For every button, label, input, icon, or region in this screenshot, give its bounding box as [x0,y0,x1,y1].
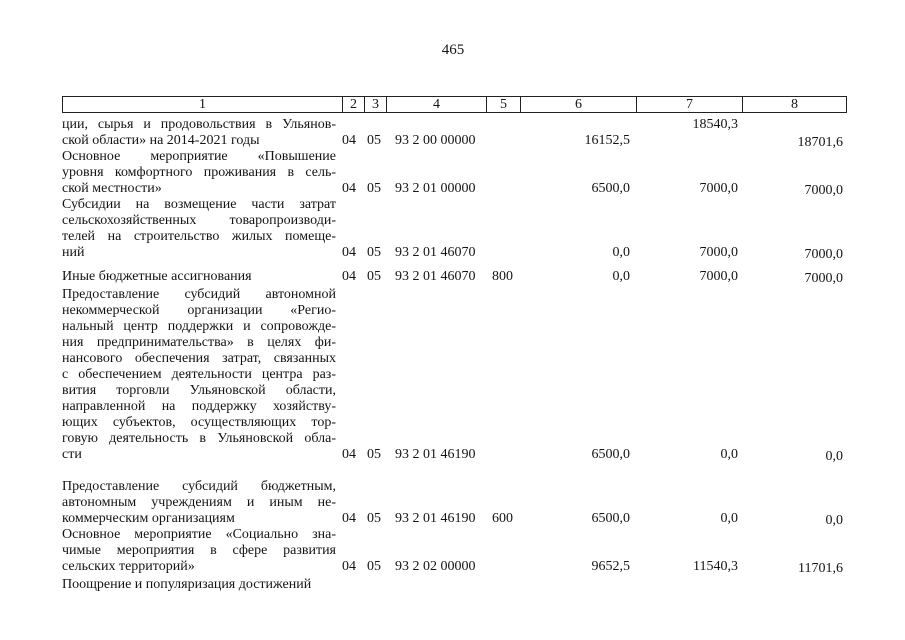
description-line: вития торговли Ульяновской области, [62,383,336,398]
cell-col-7: 7000,0 [699,269,738,284]
row-description [62,577,336,593]
description-line: чимые мероприятия в сфере развития [62,543,336,558]
cell-col-2: 04 [342,559,356,574]
cell-col-5: 600 [492,511,513,526]
description-line: говую деятельность в Ульяновской обла- [62,431,336,446]
header-col-3: 3 [364,97,386,112]
description-line: нальный центр поддержки и сопровожде- [62,319,336,334]
description-line: ской местности» [62,181,162,196]
cell-col-4: 93 2 01 46070 [395,245,476,260]
cell-col-4: 93 2 01 46070 [395,269,476,284]
cell-col-3: 05 [367,511,381,526]
cell-col-2: 04 [342,511,356,526]
cell-col-8: 7000,0 [804,271,843,286]
description-line: сельскохозяйственных товаропроизводи- [62,213,336,228]
header-col-7: 7 [636,97,742,112]
description-line: Основное мероприятие «Социально зна- [62,527,336,542]
cell-col-8: 0,0 [825,513,843,528]
row-description [62,287,336,463]
cell-col-7: 11540,3 [693,559,738,574]
description-line: нансового обеспечения затрат, связанных [62,351,336,366]
cell-col-7: 0,0 [720,511,738,526]
cell-col-8: 7000,0 [804,183,843,198]
cell-col-7: 7000,0 [699,245,738,260]
description-line: ской области» на 2014-2021 годы [62,133,260,148]
description-line: Предоставление субсидий бюджетным, [62,479,336,494]
cell-col-2: 04 [342,133,356,148]
cell-col-4: 93 2 01 46190 [395,447,476,462]
cell-col-2: 04 [342,269,356,284]
description-line: Предоставление субсидий автономной [62,287,336,302]
description-line: сельских территорий» [62,559,195,574]
cell-col-3: 05 [367,269,381,284]
cell-col-8: 0,0 [825,449,843,464]
cell-col-7: 0,0 [720,447,738,462]
cell-col-6: 6500,0 [591,511,630,526]
cell-col-3: 05 [367,559,381,574]
description-line: Поощрение и популяризация достижений [62,577,312,592]
cell-col-2: 04 [342,447,356,462]
cell-col-7: 18540,3 [692,117,738,132]
cell-col-3: 05 [367,245,381,260]
cell-col-4: 93 2 01 00000 [395,181,476,196]
description-line: Иные бюджетные ассигнования [62,269,252,284]
header-col-5: 5 [486,97,520,112]
cell-col-4: 93 2 02 00000 [395,559,476,574]
description-line: Субсидии на возмещение части затрат [62,197,336,212]
row-description [62,197,336,261]
page-number: 465 [441,42,465,58]
cell-col-3: 05 [367,447,381,462]
cell-col-6: 9652,5 [591,559,630,574]
header-col-8: 8 [742,97,846,112]
description-line: уровня комфортного проживания в сель- [62,165,336,180]
description-line: коммерческим организациям [62,511,235,526]
cell-col-6: 6500,0 [591,181,630,196]
cell-col-4: 93 2 01 46190 [395,511,476,526]
cell-col-4: 93 2 00 00000 [395,133,476,148]
cell-col-7: 7000,0 [699,181,738,196]
cell-col-6: 6500,0 [591,447,630,462]
description-line: автономным учреждениям и иным не- [62,495,336,510]
cell-col-6: 0,0 [612,245,630,260]
cell-col-6: 16152,5 [584,133,630,148]
description-line: ния предпринимательства» в целях фи- [62,335,336,350]
description-line: ции, сырья и продовольствия в Ульянов- [62,117,336,132]
description-line: сти [62,447,82,462]
description-line: телей на строительство жилых помеще- [62,229,336,244]
description-line: Основное мероприятие «Повышение [62,149,336,164]
cell-col-8: 7000,0 [804,247,843,262]
header-col-6: 6 [520,97,636,112]
header-col-1: 1 [199,97,206,112]
header-col-2: 2 [342,97,364,112]
table-header [62,96,847,113]
row-description [62,149,336,197]
cell-col-5: 800 [492,269,513,284]
description-line: ний [62,245,85,260]
row-description [62,117,336,149]
row-description [62,269,336,285]
description-line: ющих субъектов, осуществляющих тор- [62,415,336,430]
cell-col-3: 05 [367,181,381,196]
description-line: направленной на поддержку хозяйству- [62,399,336,414]
cell-col-8: 11701,6 [798,561,843,576]
header-col-4: 4 [386,97,486,112]
description-line: некоммерческой организации «Регио- [62,303,336,318]
cell-col-2: 04 [342,181,356,196]
cell-col-2: 04 [342,245,356,260]
cell-col-8: 18701,6 [797,135,843,150]
row-description [62,527,336,575]
cell-col-6: 0,0 [612,269,630,284]
cell-col-3: 05 [367,133,381,148]
row-description [62,479,336,527]
description-line: с обеспечением деятельности центра раз- [62,367,336,382]
